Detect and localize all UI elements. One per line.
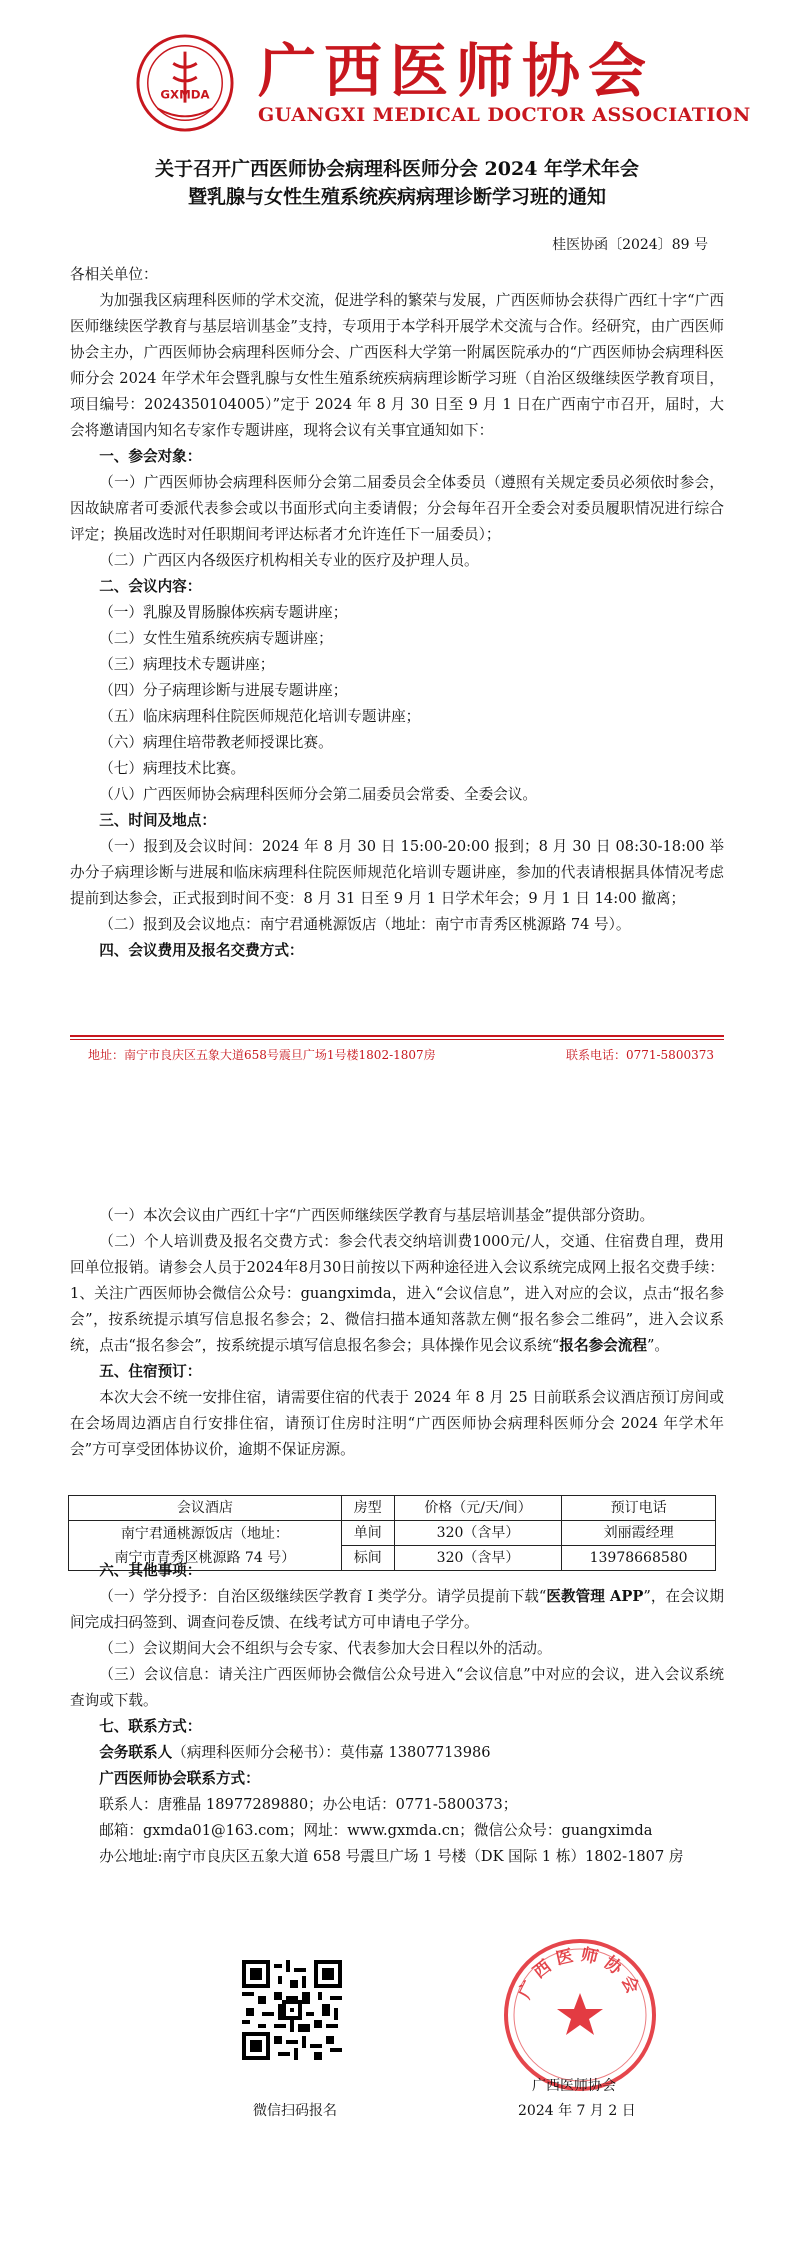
section4-heading: 四、会议费用及报名交费方式： [99,942,304,959]
logo-text: GXMDA [160,87,210,102]
signature-org: 广西医师协会 [532,2078,616,2094]
section1-item: （二）广西区内各级医疗机构相关专业的医疗及护理人员。 [99,552,479,569]
official-seal-icon [500,1935,660,2095]
notice-body-part1 [70,262,724,964]
contact-label: 会务联系人 [99,1744,173,1761]
assoc-contact-line: 邮箱：gxmda01@163.com；网址：www.gxmda.cn；微信公众号：guangximda [99,1822,653,1839]
association-logo-icon [136,34,234,132]
table-header-row [69,1496,716,1521]
room-type-cell: 单间 [341,1521,394,1546]
section3-heading: 三、时间及地点： [99,812,216,829]
section5-text: 本次大会不统一安排住宿，请需要住宿的代表于 2024 年 8 月 25 日前联系会议酒店预订房间或在会场周边酒店自行安排住宿，请预订住房时注明“广西医师协会病理科医师分会 2024 年学术年会”方可享受团体协议价，逾期不保证房源。 [70,1389,724,1458]
document-title-line2: 暨乳腺与女性生殖系统疾病病理诊断学习班的通知 [187,186,606,208]
assoc-contact-line: 办公地址:南宁市良庆区五象大道 658 号震旦广场 1 号楼（DK 国际 1 栋）1802-1807 房 [99,1848,684,1865]
section2-item: （四）分子病理诊断与进展专题讲座； [99,682,348,699]
contact-person-line [70,1740,724,1766]
section2-heading: 二、会议内容： [99,578,202,595]
section2-item: （七）病理技术比赛。 [99,760,246,777]
letterhead [0,0,794,150]
table-header: 房型 [341,1496,394,1521]
table-row [69,1521,716,1546]
section2-item: （五）临床病理科住院医师规范化培训专题讲座； [99,708,421,725]
hotel-name-line1: 南宁君通桃源饭店（地址： [120,1525,289,1542]
price-cell: 320（含早） [394,1521,561,1546]
salutation: 各相关单位： [70,266,158,283]
section4-item2-end: ”。 [646,1337,670,1354]
section3-item: （一）报到及会议时间：2024 年 8 月 30 日 15:00-20:00 报到；8 月 30 日 08:30-18:00 举办分子病理诊断与进展和临床病理科住院医师规范化培训专题讲座，参加的代表请根据具体情况考虑提前到达参会，正式报到时间不变：8 月 31 日至 9 月 1 日学术年会；9 月 1 日 14:00 撤离； [70,838,724,907]
section4-item [70,1229,724,1359]
section3-item: （二）报到及会议地点：南宁君通桃源饭店（地址：南宁市青秀区桃源路 74 号）。 [99,916,631,933]
footer-phone: 联系电话：0771-5800373 [565,1048,714,1062]
section2-item: （三）病理技术专题讲座； [99,656,275,673]
section2-item: （二）女性生殖系统疾病专题讲座； [99,630,333,647]
section6-item1-text: （一）学分授予：自治区级继续医学教育 I 类学分。请学员提前下载“ [99,1588,547,1605]
section6-heading: 六、其他事项： [99,1562,202,1579]
section2-item: （六）病理住培带教老师授课比赛。 [99,734,333,751]
section6-item [70,1584,724,1636]
footer-address: 地址：南宁市良庆区五象大道658号震旦广场1号楼1802-1807房 [88,1048,436,1062]
assoc-contact-label: 广西医师协会联系方式： [99,1770,260,1787]
document-number: 桂医协函〔2024〕89 号 [552,237,708,253]
section4-item: （一）本次会议由广西红十字“广西医师继续医学教育与基层培训基金”提供部分资助。 [99,1207,655,1224]
table-header: 价格（元/天/间） [394,1496,561,1521]
section6-item: （二）会议期间大会不组织与会专家、代表参加大会日程以外的活动。 [99,1640,552,1657]
room-type-cell: 标间 [341,1546,394,1571]
notice-body-part2 [70,1203,724,1463]
contact-phone-cell: 13978668580 [562,1546,716,1571]
hotel-name-line2: 南宁市青秀区桃源路 74 号） [114,1549,296,1566]
qr-caption: 微信扫码报名 [253,2103,337,2119]
signup-qr-code-icon[interactable] [242,1960,342,2060]
seal-text: 广西医师协会 [514,1944,646,2003]
contact-name-cell: 刘丽霞经理 [562,1521,716,1546]
section2-item: （八）广西医师协会病理科医师分会第二届委员会常委、全委会议。 [99,786,538,803]
contact-detail: （病理科医师分会秘书）：莫伟嘉 13807713986 [172,1744,491,1761]
footer-divider-thin [70,1039,724,1040]
section4-item2-text: （二）个人培训费及报名交费方式：参会代表交纳培训费1000元/人，交通、住宿费自理，费用回单位报销。请参会人员于2024年8月30日前按以下两种途径进入会议系统完成网上报名交费手续：1、关注广西医师协会微信公众号：guangximda，进入“会议信息”，进入对应的会议，点击“报名参会”，按系统提示填写信息报名参会；2、微信扫描本通知落款左侧“报名参会二维码”，进入会议系统，点击“报名参会”，按系统提示填写信息报名参会；具体操作见会议系统“ [70,1233,724,1354]
signature-date: 2024 年 7 月 2 日 [518,2103,636,2119]
section7-heading: 七、联系方式： [99,1718,202,1735]
footer-divider [70,1035,724,1037]
section2-item: （一）乳腺及胃肠腺体疾病专题讲座； [99,604,348,621]
section1-item: （一）广西医师协会病理科医师分会第二届委员会全体委员（遵照有关规定委员必须依时参会，因故缺席者可委派代表参会或以书面形式向主委请假；分会每年召开全委会对委员履职情况进行综合评定；换届改选时对任职期间考评达标者才允许连任下一届委员）； [70,474,724,543]
document-title-line1: 关于召开广西医师协会病理科医师分会 2024 年学术年会 [154,158,640,180]
section6-item1-end: ”，在会议期间完成扫码签到、调查问卷反馈、在线考试方可申请电子学分。 [70,1588,724,1631]
signup-flow-label: 报名参会流程 [559,1337,647,1354]
org-name-en: GUANGXI MEDICAL DOCTOR ASSOCIATION [258,104,751,126]
intro-paragraph: 为加强我区病理科医师的学术交流，促进学科的繁荣与发展，广西医师协会获得广西红十字“广西医师继续医学教育与基层培训基金”支持，专项用于本学科开展学术交流与合作。经研究，由广西医师协会主办，广西医师协会病理科医师分会、广西医科大学第一附属医院承办的“广西医师协会病理科医师分会 2024 年学术年会暨乳腺与女性生殖系统疾病病理诊断学习班（自治区级继续医学教育项目，项目编号：2024350104005）”定于 2024 年 8 月 30 日至 9 月 1 日在广西南宁市召开，届时，大会将邀请国内知名专家作专题讲座，现将会议有关事宜通知如下： [70,292,724,439]
table-header: 会议酒店 [69,1496,342,1521]
section1-heading: 一、参会对象： [99,448,202,465]
table-header: 预订电话 [562,1496,716,1521]
notice-body-part3 [70,1558,724,1870]
price-cell: 320（含早） [394,1546,561,1571]
assoc-contact-line: 联系人：唐雅晶 18977289880；办公电话：0771-5800373； [99,1796,518,1813]
section6-item: （三）会议信息：请关注广西医师协会微信公众号进入“会议信息”中对应的会议，进入会议系统查询或下载。 [70,1666,724,1709]
org-name-cn: 广西医师协会 [258,37,655,105]
section5-heading: 五、住宿预订： [99,1363,202,1380]
app-name: 医教管理 APP [546,1588,644,1605]
